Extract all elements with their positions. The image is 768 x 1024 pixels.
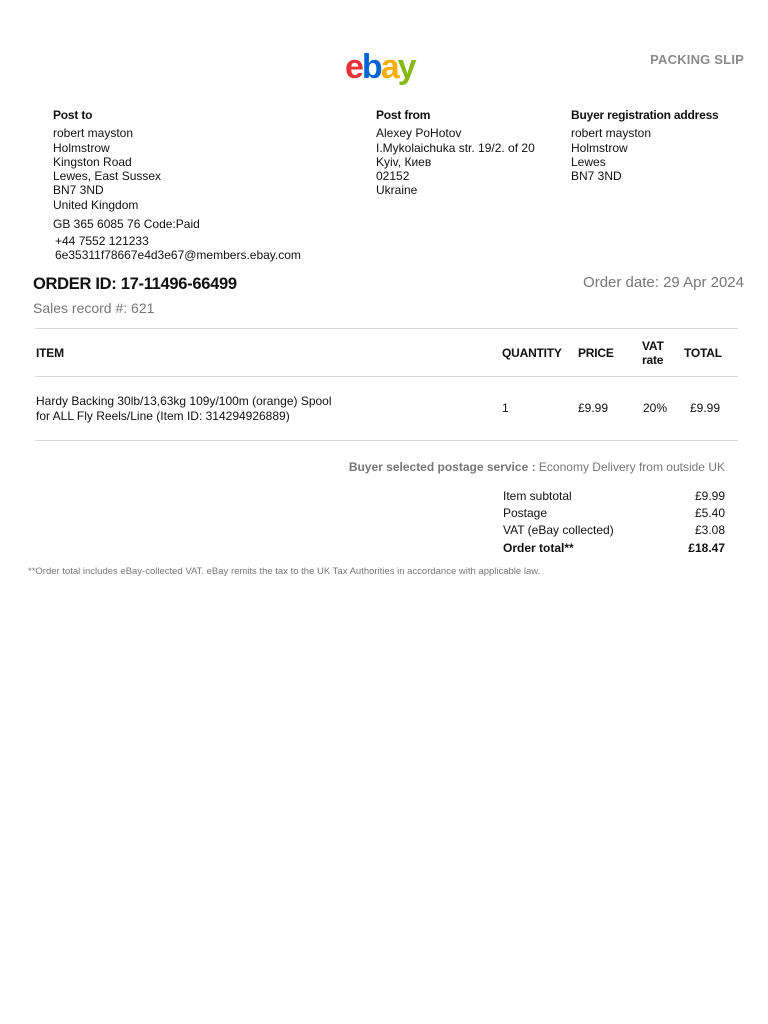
- header-quantity: QUANTITY: [502, 346, 562, 360]
- table-top-divider: [35, 328, 738, 329]
- buyer-registration-line: Lewes: [571, 154, 606, 169]
- postage-value: £5.40: [694, 506, 725, 520]
- post-to-line: Lewes, East Sussex: [53, 169, 162, 184]
- buyer-email[interactable]: 6e35311f78667e4d3e67@members.ebay.com: [55, 248, 301, 262]
- logo-letter-a: a: [380, 48, 398, 86]
- post-to-line: Kingston Road: [53, 154, 132, 169]
- ebay-logo: [345, 50, 415, 84]
- post-from-line: Kyiv, Киев: [376, 154, 432, 169]
- sales-record: Sales record #: 621: [33, 300, 155, 316]
- order-id: ORDER ID: 17-11496-66499: [33, 275, 237, 293]
- post-from-line: I.Mykolaichuka str. 19/2. of 20: [376, 140, 535, 155]
- buyer-phone: +44 7552 121233: [55, 234, 149, 248]
- post-to-line: United Kingdom: [53, 197, 139, 212]
- buyer-registration-line: Holmstrow: [571, 140, 628, 155]
- logo-letter-y: y: [397, 48, 415, 86]
- item-title-line: for ALL Fly Reels/Line (Item ID: 314294926889): [36, 408, 290, 423]
- buyer-registration-line: BN7 3ND: [571, 169, 622, 184]
- order-total-label: Order total**: [503, 541, 574, 555]
- tax-code: GB 365 6085 76 Code:Paid: [53, 217, 200, 231]
- logo-letter-b: b: [361, 48, 381, 86]
- post-to-line: Holmstrow: [53, 140, 110, 155]
- post-from-line: Ukraine: [376, 183, 418, 198]
- header-vat-rate: rate: [642, 353, 664, 367]
- post-from-line: 02152: [376, 169, 410, 184]
- packing-slip-title: PACKING SLIP: [650, 52, 744, 67]
- post-to-heading: Post to: [53, 108, 93, 122]
- header-price: PRICE: [578, 346, 614, 360]
- logo-letter-e: e: [345, 48, 362, 86]
- vat-value: £3.08: [694, 523, 725, 537]
- post-from-heading: Post from: [376, 108, 431, 122]
- post-from-block: [376, 108, 535, 198]
- order-date: Order date: 29 Apr 2024: [583, 274, 744, 291]
- item-vat-rate: 20%: [643, 401, 668, 415]
- post-to-line: BN7 3ND: [53, 183, 104, 198]
- item-title-line: Hardy Backing 30lb/13,63kg 109y/100m (orange) Spool: [36, 394, 332, 408]
- postage-service-value: Economy Delivery from outside UK: [538, 460, 725, 474]
- vat-footnote: **Order total includes eBay-collected VAT. eBay remits the tax to the UK Tax Authorities in accordance with applicable law.: [28, 566, 541, 577]
- subtotal-label: Item subtotal: [503, 489, 572, 503]
- item-total: £9.99: [690, 401, 721, 415]
- header-divider: [35, 376, 738, 377]
- post-to-block: [53, 108, 161, 212]
- table-row-item: [36, 394, 332, 423]
- buyer-registration-heading: Buyer registration address: [571, 108, 719, 122]
- subtotal-value: £9.99: [694, 489, 725, 503]
- item-quantity: 1: [502, 401, 509, 415]
- header-total: TOTAL: [684, 346, 722, 360]
- item-price: £9.99: [578, 401, 609, 415]
- post-from-line: Alexey PoHotov: [376, 126, 462, 141]
- buyer-registration-block: [571, 108, 719, 183]
- postage-label: Postage: [503, 506, 548, 520]
- header-item: ITEM: [36, 346, 64, 360]
- post-to-line: robert mayston: [53, 126, 134, 141]
- postage-service: [349, 460, 725, 474]
- postage-service-label: Buyer selected postage service :: [348, 460, 536, 474]
- vat-label: VAT (eBay collected): [503, 523, 614, 537]
- header-vat: VAT: [642, 339, 664, 353]
- table-bottom-divider: [35, 440, 738, 441]
- order-total-value: £18.47: [688, 541, 725, 555]
- buyer-registration-line: robert mayston: [571, 126, 652, 141]
